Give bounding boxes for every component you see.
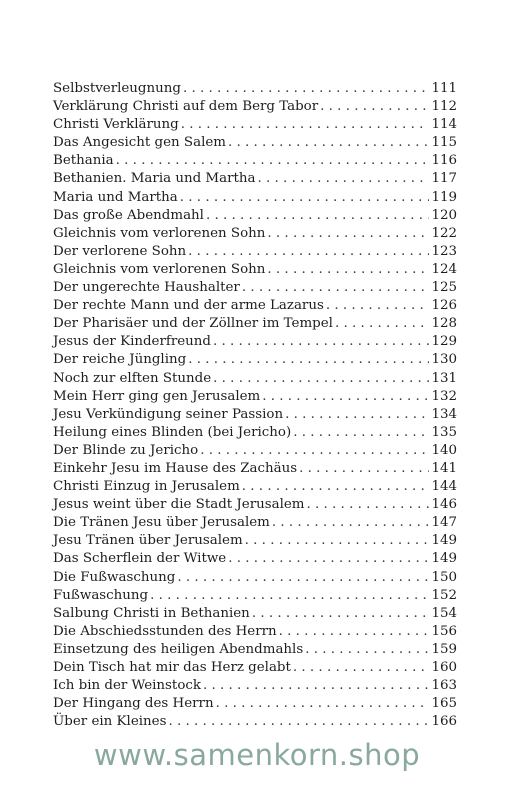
toc-entry-title: Der reiche Jüngling [53,352,187,368]
toc-entry [53,189,457,207]
toc-leader-dots [320,98,429,116]
toc-leader-dots [181,116,430,134]
toc-entry-title: Christi Verklärung [53,117,179,133]
toc-entry [53,442,457,460]
toc-leader-dots [228,134,429,152]
toc-entry-page: 120 [431,207,457,223]
toc-entry-title: Der rechte Mann und der arme Lazarus [53,298,324,314]
toc-entry [53,478,457,496]
toc-entry [53,116,457,134]
toc-entry [53,370,457,388]
toc-entry [53,315,457,333]
toc-entry-title: Die Tränen Jesu über Jerusalem [53,515,270,531]
toc-leader-dots [228,550,429,568]
toc-entry [53,170,457,188]
toc-leader-dots [279,623,430,641]
toc-entry-page: 165 [431,696,457,712]
toc-leader-dots [272,514,430,532]
toc-entry-title: Jesu Verkündigung seiner Passion [53,406,284,422]
toc-entry-title: Bethania [53,153,114,169]
toc-leader-dots [305,641,429,659]
toc-entry-title: Über ein Kleines [53,714,167,730]
toc-entry [53,98,457,116]
toc-leader-dots [267,261,429,279]
toc-entry [53,605,457,623]
toc-entry [53,207,457,225]
toc-leader-dots [293,424,429,442]
toc-leader-dots [299,460,429,478]
toc-entry-page: 147 [431,515,457,531]
toc-leader-dots [285,406,429,424]
toc-entry-title: Einkehr Jesu im Hause des Zachäus [53,460,298,476]
toc-entry-title: Mein Herr ging gen Jerusalem [53,388,261,404]
toc-entry-page: 160 [431,660,457,675]
toc-leader-dots [293,659,430,677]
toc-leader-dots [183,80,429,98]
toc-entry [53,424,457,442]
toc-leader-dots [262,388,429,406]
toc-entry-page: 159 [431,641,457,657]
toc-entry-title: Heilung eines Blinden (bei Jericho) [53,424,292,440]
toc-entry-page: 112 [431,99,457,115]
toc-entry-title: Christi Einzug in Jerusalem [53,479,240,495]
toc-entry-page: 152 [431,587,457,603]
toc-entry-page: 134 [431,406,457,422]
toc-entry-title: Der Blinde zu Jericho [53,442,199,458]
toc-entry-title: Ich bin der Weinstock [53,678,201,694]
toc-entry-page: 124 [431,261,457,277]
toc-leader-dots [242,279,430,297]
toc-leader-dots [188,243,429,261]
toc-leader-dots [245,532,430,550]
toc-entry-page: 144 [431,479,457,495]
toc-leader-dots [242,478,430,496]
toc-leader-dots [326,297,430,315]
toc-entry [53,152,457,170]
toc-entry [53,713,457,731]
toc-entry [53,388,457,406]
toc-leader-dots [267,225,429,243]
toc-entry-page: 115 [431,135,457,151]
toc-entry-title: Gleichnis vom verlorenen Sohn [53,261,266,277]
toc-entry-page: 132 [431,388,457,404]
toc-entry-page: 130 [431,352,457,368]
toc-leader-dots [335,315,429,333]
toc-entry-title: Fußwaschung [53,587,149,603]
toc-entry [53,659,457,677]
toc-entry-page: 119 [431,189,457,205]
toc-entry-page: 149 [431,533,457,549]
toc-entry-title: Jesu Tränen über Jerusalem [53,533,243,549]
toc-entry-page: 122 [431,225,457,241]
toc-entry-page: 135 [431,424,457,440]
toc-leader-dots [116,152,430,170]
toc-entry [53,243,457,261]
toc-entry-page: 126 [431,298,457,314]
toc-entry-page: 111 [431,81,457,96]
toc-leader-dots [203,677,429,695]
toc-entry-title: Der ungerechte Haushalter [53,280,240,296]
toc-leader-dots [307,496,430,514]
toc-entry-title: Das Scherflein der Witwe [53,551,227,567]
toc-entry [53,406,457,424]
toc-entry-title: Einsetzung des heiligen Abendmahls [53,641,304,657]
toc-entry-page: 123 [431,243,457,259]
toc-entry [53,641,457,659]
toc-entry-title: Salbung Christi in Bethanien [53,605,250,621]
toc-entry-page: 154 [431,605,457,621]
toc-entry-title: Jesus der Kinderfreund [53,334,211,350]
toc-entry [53,80,457,98]
toc-entry [53,532,457,550]
toc-entry-page: 140 [431,442,457,458]
toc-entry-page: 129 [431,334,457,350]
toc-entry [53,279,457,297]
toc-entry-page: 149 [431,551,457,567]
toc-entry [53,587,457,605]
toc-leader-dots [188,351,429,369]
toc-entry-page: 156 [431,623,457,639]
toc-entry-page: 146 [431,497,457,513]
toc-entry-title: Die Fußwaschung [53,569,176,585]
toc-entry [53,297,457,315]
toc-entry-page: 150 [431,569,457,585]
toc-leader-dots [258,170,430,188]
toc-leader-dots [206,207,429,225]
toc-entry-title: Noch zur elften Stunde [53,370,212,386]
toc-entry [53,677,457,695]
toc-entry-page: 116 [431,153,457,169]
toc-entry [53,351,457,369]
toc-entry-page: 141 [431,460,457,476]
toc-entry [53,134,457,152]
toc-entry-page: 128 [431,316,457,332]
toc-entry [53,460,457,478]
footer-url[interactable]: www.samenkorn.shop [93,738,421,772]
toc-entry-title: Jesus weint über die Stadt Jerusalem [53,497,305,513]
toc-entry-title: Der Hingang des Herrn [53,696,214,712]
toc-entry-title: Der Pharisäer und der Zöllner im Tempel [53,316,333,332]
toc-entry-page: 114 [431,117,457,133]
toc-entry [53,623,457,641]
toc-entry [53,225,457,243]
toc-entry-page: 131 [431,370,457,386]
toc-entry-title: Der verlorene Sohn [53,243,187,259]
toc-entry [53,695,457,713]
toc-entry-page: 125 [431,280,457,296]
toc-leader-dots [180,189,430,207]
toc-entry-title: Gleichnis vom verlorenen Sohn [53,225,266,241]
toc-entry-page: 117 [431,171,457,187]
toc-entry [53,514,457,532]
toc-leader-dots [168,713,429,731]
toc-entry [53,569,457,587]
toc-leader-dots [213,333,429,351]
toc-entry-page: 166 [431,714,457,730]
toc-entry [53,333,457,351]
toc-entry-title: Selbstverleugnung [53,81,181,96]
toc-entry-title: Die Abschiedsstunden des Herrn [53,623,277,639]
toc-entry-page: 163 [431,678,457,694]
toc-leader-dots [177,569,429,587]
toc-entry-title: Verklärung Christi auf dem Berg Tabor [53,99,319,115]
toc-entry-title: Maria und Martha [53,189,178,205]
toc-entry [53,261,457,279]
toc-leader-dots [200,442,429,460]
toc-entry-title: Das große Abendmahl [53,207,204,223]
toc-leader-dots [213,370,429,388]
toc-leader-dots [252,605,430,623]
toc-entry-title: Das Angesicht gen Salem [53,135,226,151]
toc-leader-dots [216,695,430,713]
toc-entry [53,550,457,568]
toc-entry-title: Dein Tisch hat mir das Herz gelabt [53,660,291,675]
toc-entry-title: Bethanien. Maria und Martha [53,171,256,187]
table-of-contents [53,80,457,731]
toc-entry [53,496,457,514]
toc-leader-dots [150,587,429,605]
